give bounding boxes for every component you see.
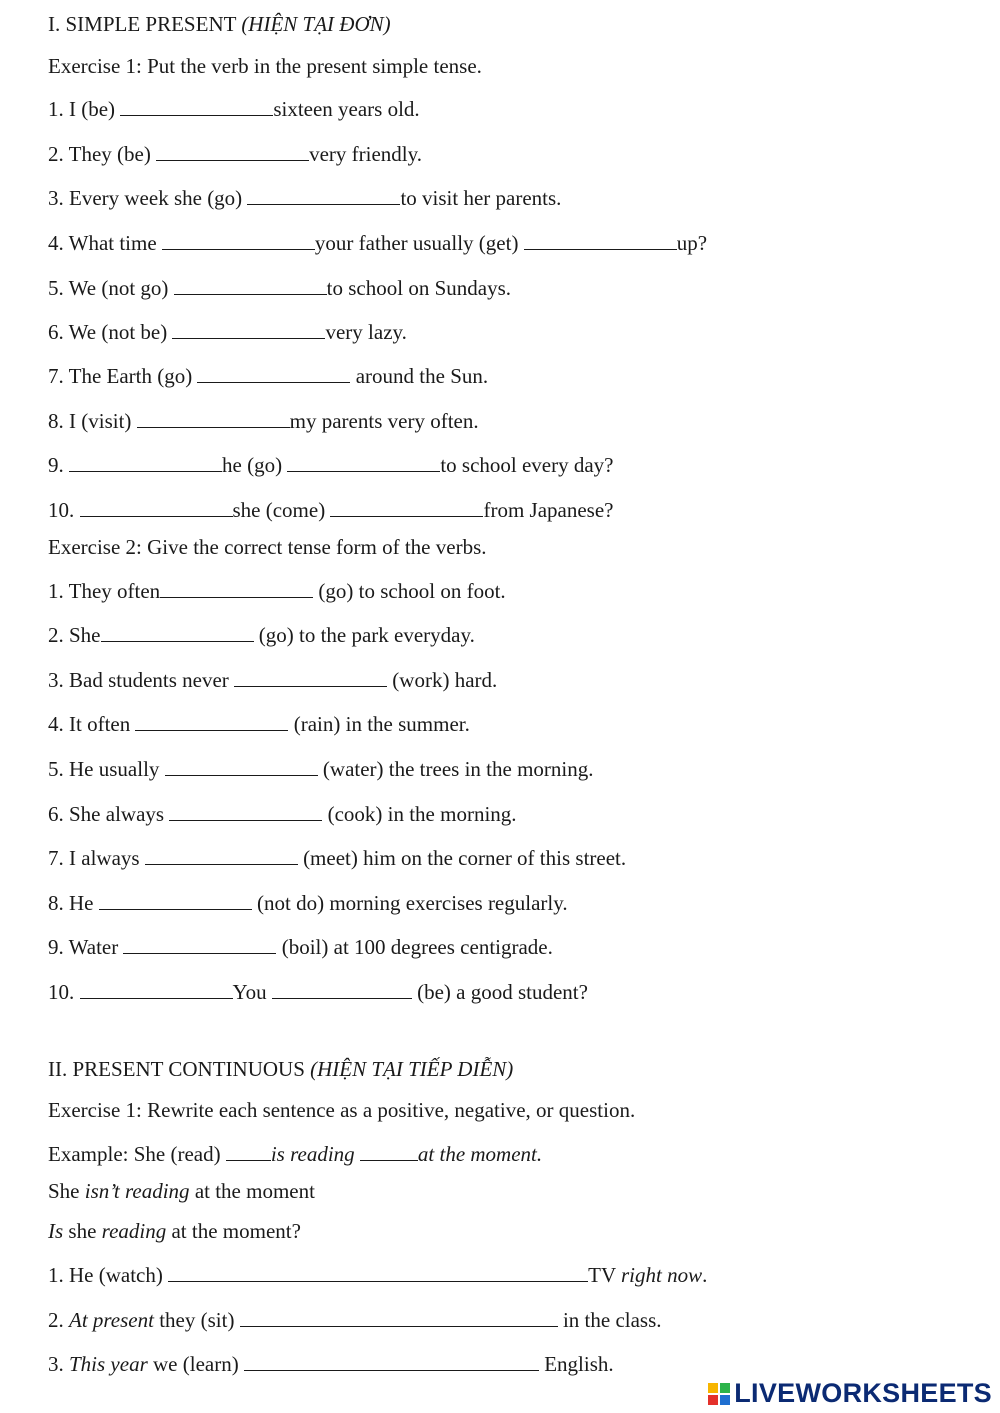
ex1-item-10: 10. she (come) from Japanese?: [48, 497, 614, 522]
answer-blank[interactable]: [165, 756, 318, 776]
ex2-item-8: 8. He (not do) morning exercises regularly.: [48, 890, 568, 915]
ex2-item-5: 5. He usually (water) the trees in the morning.: [48, 756, 594, 781]
answer-blank[interactable]: [99, 890, 252, 910]
ex1-item-3: 3. Every week she (go) to visit her parents.: [48, 185, 562, 210]
section-1-title: I. SIMPLE PRESENT (HIỆN TẠI ĐƠN): [48, 12, 391, 36]
answer-blank[interactable]: [156, 141, 309, 161]
answer-blank[interactable]: [524, 230, 677, 250]
ex2-item-7: 7. I always (meet) him on the corner of this street.: [48, 845, 627, 870]
answer-blank[interactable]: [80, 497, 233, 517]
ex2-item-3: 3. Bad students never (work) hard.: [48, 667, 498, 692]
answer-blank[interactable]: [247, 185, 400, 205]
ex2-item-6: 6. She always (cook) in the morning.: [48, 801, 517, 826]
ex2-item-2: 2. She (go) to the park everyday.: [48, 622, 475, 647]
answer-blank[interactable]: [272, 979, 412, 999]
logo-square: [720, 1383, 730, 1393]
answer-blank[interactable]: [162, 230, 315, 250]
logo-square: [708, 1395, 718, 1405]
logo-grid-icon: [708, 1383, 730, 1405]
ex2-item-9: 9. Water (boil) at 100 degrees centigrade.: [48, 934, 553, 959]
answer-blank[interactable]: [135, 711, 288, 731]
answer-blank[interactable]: [101, 622, 254, 642]
ex2-item-1: 1. They often (go) to school on foot.: [48, 578, 506, 603]
s2-item-3: 3. This year we (learn) English.: [48, 1351, 614, 1376]
example-line: Example: She (read) is reading at the moment.: [48, 1141, 543, 1166]
answer-blank[interactable]: [80, 979, 233, 999]
answer-blank[interactable]: [174, 275, 327, 295]
logo-text: LIVEWORKSHEETS: [734, 1378, 992, 1408]
answer-blank[interactable]: [234, 667, 387, 687]
answer-blank[interactable]: [169, 801, 322, 821]
answer-blank[interactable]: [137, 408, 290, 428]
answer-blank[interactable]: [287, 452, 440, 472]
answer-blank[interactable]: [69, 452, 222, 472]
s2-item-1: 1. He (watch) TV right now.: [48, 1262, 708, 1287]
section-2-title: II. PRESENT CONTINUOUS (HIỆN TẠI TIẾP DIỄN): [48, 1057, 514, 1081]
answer-blank[interactable]: [330, 497, 483, 517]
section-1-ex2-heading: Exercise 2: Give the correct tense form of the verbs.: [48, 535, 487, 559]
answer-blank[interactable]: [168, 1262, 588, 1282]
section-1-ex1-heading: Exercise 1: Put the verb in the present simple tense.: [48, 54, 482, 78]
ex1-item-6: 6. We (not be) very lazy.: [48, 319, 407, 344]
ex1-item-7: 7. The Earth (go) around the Sun.: [48, 363, 489, 388]
answer-blank[interactable]: [120, 96, 273, 116]
answer-blank[interactable]: [197, 363, 350, 383]
answer-blank[interactable]: [172, 319, 325, 339]
answer-blank[interactable]: [240, 1307, 558, 1327]
answer-blank[interactable]: [160, 578, 313, 598]
s2-item-2: 2. At present they (sit) in the class.: [48, 1307, 662, 1332]
logo-square: [708, 1383, 718, 1393]
liveworksheets-logo: [708, 1378, 992, 1409]
example-question: Is she reading at the moment?: [48, 1219, 301, 1243]
ex1-item-1: 1. I (be) sixteen years old.: [48, 96, 420, 121]
section-2-ex1-heading: Exercise 1: Rewrite each sentence as a positive, negative, or question.: [48, 1098, 636, 1122]
answer-blank[interactable]: [123, 934, 276, 954]
ex1-item-8: 8. I (visit) my parents very often.: [48, 408, 479, 433]
answer-blank[interactable]: [244, 1351, 539, 1371]
example-negative: She isn’t reading at the moment: [48, 1179, 315, 1203]
ex1-item-4: 4. What time your father usually (get) up?: [48, 230, 708, 255]
ex1-item-9: 9. he (go) to school every day?: [48, 452, 614, 477]
ex1-item-5: 5. We (not go) to school on Sundays.: [48, 275, 511, 300]
ex1-item-2: 2. They (be) very friendly.: [48, 141, 423, 166]
logo-square: [720, 1395, 730, 1405]
ex2-item-4: 4. It often (rain) in the summer.: [48, 711, 470, 736]
answer-blank[interactable]: [145, 845, 298, 865]
ex2-item-10: 10. You (be) a good student?: [48, 979, 588, 1004]
